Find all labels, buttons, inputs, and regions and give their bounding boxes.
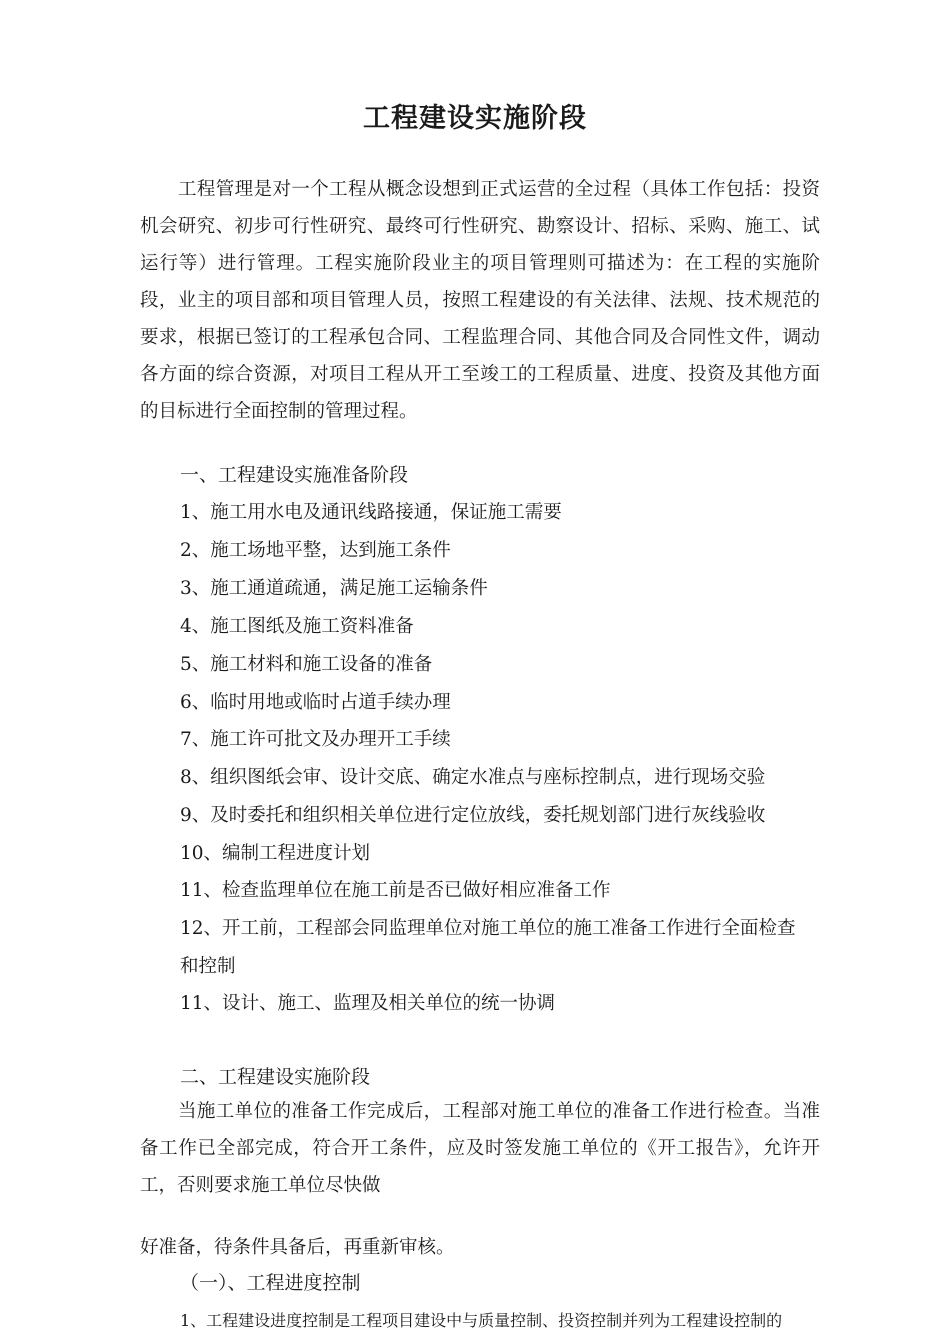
list-item-continuation: 和控制 bbox=[180, 956, 236, 977]
section-1-heading: 一、工程建设实施准备阶段 bbox=[180, 464, 409, 486]
list-item: 6、临时用地或临时占道手续办理 bbox=[180, 692, 451, 713]
list-item: 1、施工用水电及通讯线路接通，保证施工需要 bbox=[180, 502, 562, 523]
list-item: 11、设计、施工、监理及相关单位的统一协调 bbox=[180, 993, 556, 1014]
section-2-heading: 二、工程建设实施阶段 bbox=[180, 1066, 371, 1088]
list-item: 5、施工材料和施工设备的准备 bbox=[180, 654, 433, 675]
list-item: 2、施工场地平整，达到施工条件 bbox=[180, 540, 451, 561]
section-2-paragraph: 当施工单位的准备工作完成后，工程部对施工单位的准备工作进行检查。当准备工作已全部完成，符合开工条件，应及时签发施工单位的《开工报告》，允许开工，否则要求施工单位尽快做 bbox=[140, 1101, 820, 1196]
list-item: 12、开工前，工程部会同监理单位对施工单位的施工准备工作进行全面检查 bbox=[180, 918, 796, 939]
document-title: 工程建设实施阶段 bbox=[363, 103, 587, 134]
list-item: 10、编制工程进度计划 bbox=[180, 843, 371, 864]
list-item: 7、施工许可批文及办理开工手续 bbox=[180, 729, 451, 750]
list-item: 1、工程建设进度控制是工程项目建设中与质量控制、投资控制并列为工程建设控制的 bbox=[180, 1311, 783, 1330]
list-item: 4、施工图纸及施工资料准备 bbox=[180, 616, 414, 637]
intro-paragraph: 工程管理是对一个工程从概念设想到正式运营的全过程（具体工作包括：投资机会研究、初步可行性研究、最终可行性研究、勘察设计、招标、采购、施工、试运行等）进行管理。工程实施阶段业主的项目管理则可描述为：在工程的实施阶段，业主的项目部和项目管理人员，按照工程建设的有关法律、法规、技术规范的要求，根据已签订的工程承包合同、工程监理合同、其他合同及合同性文件，调动各方面的综合资源，对项目工程从开工至竣工的工程质量、进度、投资及其他方面的目标进行全面控制的管理过程。 bbox=[140, 179, 820, 422]
list-item: 8、组织图纸会审、设计交底、确定水准点与座标控制点，进行现场交验 bbox=[180, 767, 766, 788]
list-item: 11、检查监理单位在施工前是否已做好相应准备工作 bbox=[180, 880, 611, 901]
list-item: 3、施工通道疏通，满足施工运输条件 bbox=[180, 578, 488, 599]
section-2-paragraph-continuation: 好准备，待条件具备后，再重新审核。 bbox=[140, 1237, 455, 1258]
subsection-heading: （一）、工程进度控制 bbox=[180, 1272, 361, 1294]
list-item: 9、及时委托和组织相关单位进行定位放线，委托规划部门进行灰线验收 bbox=[180, 805, 766, 826]
